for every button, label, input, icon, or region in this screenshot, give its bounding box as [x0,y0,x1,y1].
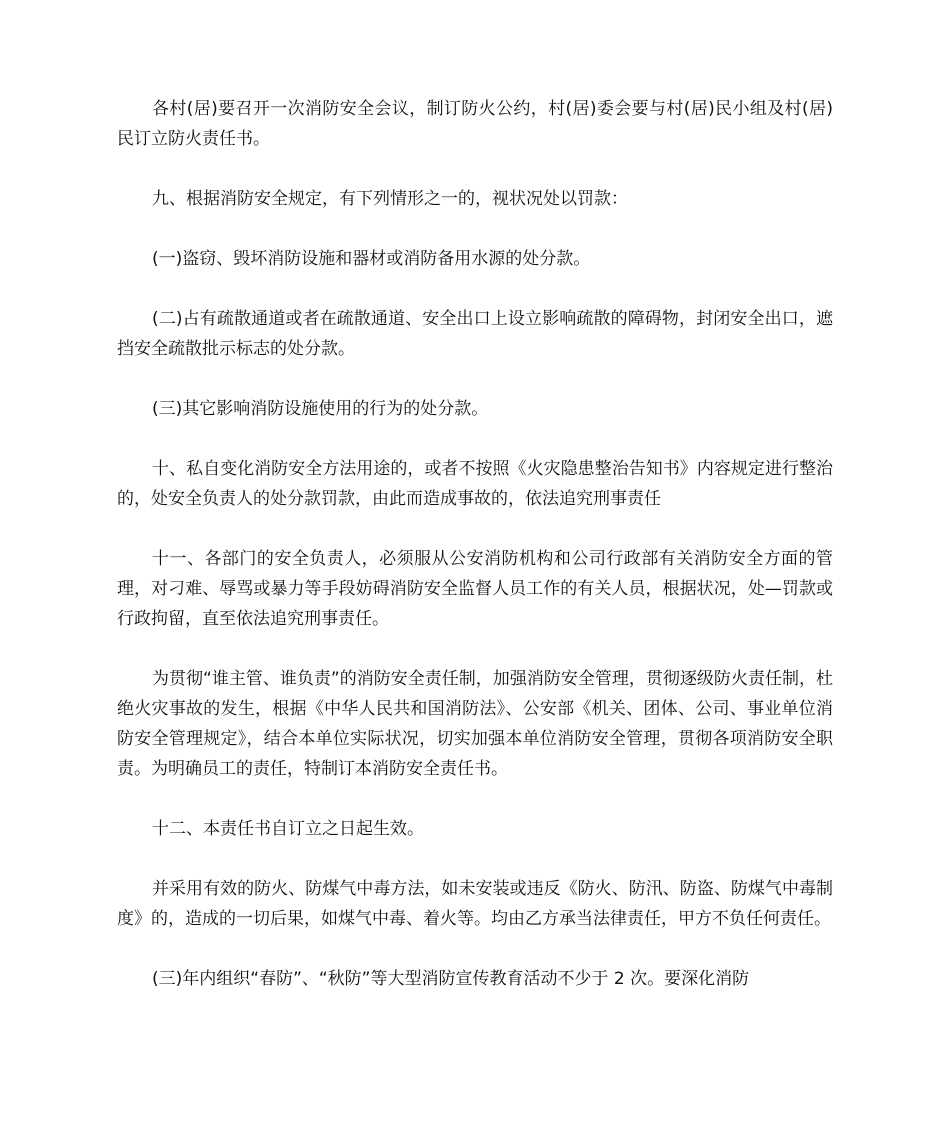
paragraph-annual-campaigns: (三)年内组织“春防”、“秋防”等大型消防宣传教育活动不少于 2 次。要深化消防 [152,969,750,989]
paragraph-item-ten: 十、私自变化消防安全方法用途的，或者不按照《火灾隐患整治告知书》内容规定进行整治的，处安全负责人的处分款罚款，由此而造成事故的，依法追究刑事责任 [117,459,833,509]
paragraph-item-twelve: 十二、本责任书自订立之日起生效。 [152,819,424,839]
document-body [117,94,833,1024]
paragraph-gas-poisoning-measures: 并采用有效的防火、防煤气中毒方法，如未安装或违反《防火、防汛、防盗、防煤气中毒制度》的，造成的一切后果，如煤气中毒、着火等。均由乙方承当法律责任，甲方不负任何责任。 [117,879,833,929]
paragraph-responsibility-purpose: 为贯彻“谁主管、谁负责”的消防安全责任制，加强消防安全管理，贯彻逐级防火责任制，杜绝火灾事故的发生，根据《中华人民共和国消防法》、公安部《机关、团体、公司、事业单位消防安全管理规定》，结合本单位实际状况，切实加强本单位消防安全管理，贯彻各项消防安全职责。为明确员工的责任，特制订本消防安全责任书。 [117,669,833,779]
paragraph-item-nine-penalties: 九、根据消防安全规定，有下列情形之一的，视状况处以罚款： [152,189,628,209]
paragraph-subitem-three: (三)其它影响消防设施使用的行为的处分款。 [152,399,489,419]
paragraph-subitem-one: (一)盗窃、毁坏消防设施和器材或消防备用水源的处分款。 [152,249,591,269]
paragraph-village-fire-meeting: 各村(居)要召开一次消防安全会议，制订防火公约，村(居)委会要与村(居)民小组及村(居)民订立防火责任书。 [117,99,833,149]
paragraph-subitem-two: (二)占有疏散通道或者在疏散通道、安全出口上设立影响疏散的障碍物，封闭安全出口，遮挡安全疏散批示标志的处分款。 [117,309,833,359]
paragraph-item-eleven: 十一、各部门的安全负责人，必须服从公安消防机构和公司行政部有关消防安全方面的管理，对刁难、辱骂或暴力等手段妨碍消防安全监督人员工作的有关人员，根据状况，处—罚款或行政拘留，直至依法追究刑事责任。 [117,549,833,629]
